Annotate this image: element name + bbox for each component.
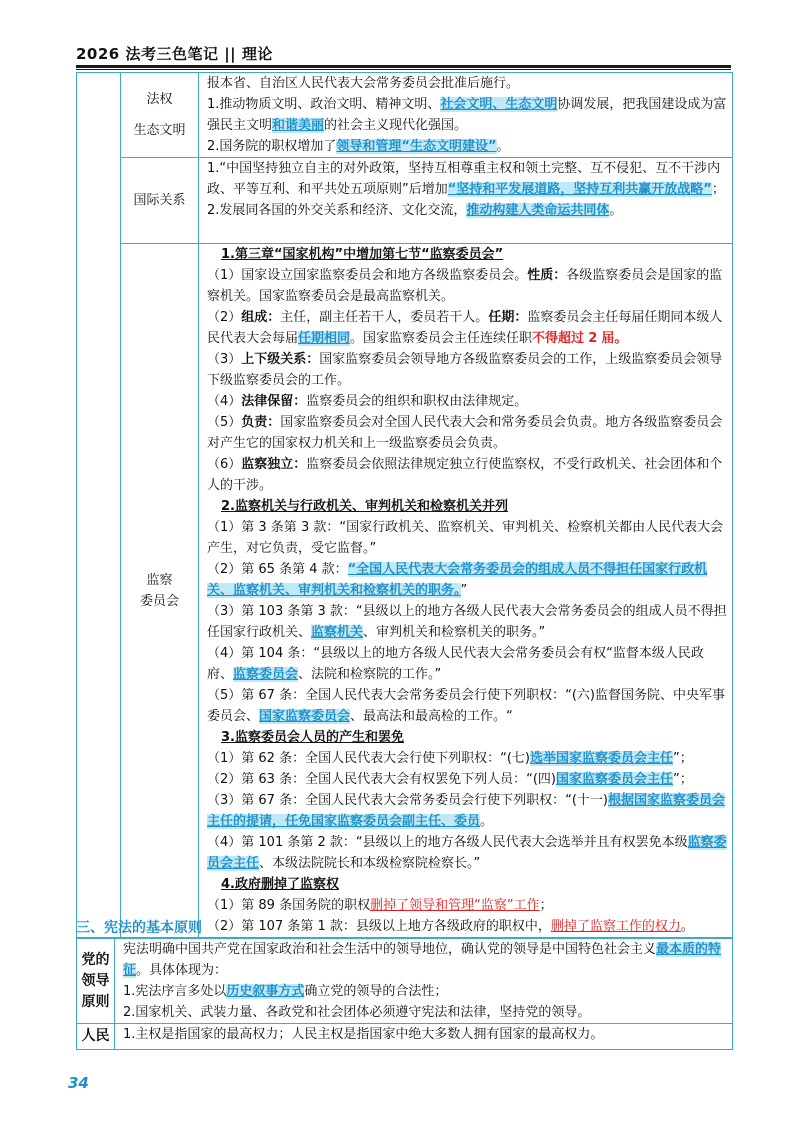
content-cell-party-leadership: [115, 939, 733, 1024]
text-line: 1.宪法序言多处以历史叙事方式确立党的领导的合法性；: [123, 984, 448, 999]
subheading: 3.监察委员会人员的产生和罢免: [221, 730, 404, 745]
table-row: [77, 1024, 733, 1050]
text-line: （2）第 65 条第 4 款：“全国人民代表大会常务委员会的组成人员不得担任国家行政机关、监察机关、审判机关和检察机关的职务。”: [207, 562, 708, 598]
text-line: （3）第 103 条第 3 款：“县级以上的地方各级人民代表大会常务委员会的组成人员不得担任国家行政机关、监察机关、审判机关和检察机关的职务。”: [207, 604, 727, 640]
text-line: 1.推动物质文明、政治文明、精神文明、社会文明、生态文明协调发展，把我国建设成为富强民主文明和谐美丽的社会主义现代化强国。: [207, 97, 727, 133]
page-header: [76, 42, 731, 66]
text-line: 2.发展同各国的外交关系和经济、文化交流，推动构建人类命运共同体。: [207, 203, 623, 218]
constitution-amendment-table: [76, 72, 733, 938]
text-line: 宪法明确中国共产党在国家政治和社会生活中的领导地位，确认党的领导是中国特色社会主义最本质的特征。具体体现为：: [123, 942, 722, 978]
header-title: 2026 法考三色笔记 || 理论: [76, 45, 273, 63]
content-cell-intl: [199, 158, 733, 244]
table-row: [77, 939, 733, 1024]
subheading: 1.第三章“国家机构”中增加第七节“监察委员会”: [221, 247, 504, 262]
page-number: 34: [68, 1074, 89, 1092]
table-row: [77, 244, 733, 938]
category-cell-ecology: [121, 73, 199, 158]
subheading: 4.政府删掉了监察权: [221, 877, 339, 892]
text-line: 报本省、自治区人民代表大会常务委员会批准后施行。: [207, 76, 520, 91]
principles-table: [76, 938, 733, 1050]
text-line: （1）第 62 条：全国人民代表大会行使下列职权：“(七)选举国家监察委员会主任”；: [207, 751, 693, 766]
text-line: （6）监察独立：监察委员会依照法律规定独立行使监察权，不受行政机关、社会团体和个人的干涉。: [207, 457, 723, 493]
text-line: （2）第 63 条：全国人民代表大会有权罢免下列人员：“(四)国家监察委员会主任”；: [207, 772, 693, 787]
category-cell-people: 人民: [77, 1024, 115, 1050]
text-line: （5）第 67 条：全国人民代表大会常务委员会行使下列职权：“(六)监督国务院、中央军事委员会、国家监察委员会、最高法和最高检的工作。“: [207, 688, 725, 724]
table-row: [77, 73, 733, 158]
category-label: 生态文明: [133, 123, 186, 138]
text-line: （3）上下级关系：国家监察委员会领导地方各级监察委员会的工作，上级监察委员会领导下级监察委员会的工作。: [207, 352, 723, 388]
table-row: [77, 158, 733, 244]
content-cell-ecology: [199, 73, 733, 158]
text-line: （5）负责：国家监察委员会对全国人民代表大会和常务委员会负责。地方各级监察委员会对产生它的国家权力机关和上一级监察委员会负责。: [207, 415, 723, 451]
text-line: 2.国家机关、武装力量、各政党和社会团体必须遵守宪法和法律，坚持党的领导。: [123, 1005, 591, 1020]
category-label: 委员会: [139, 593, 179, 609]
content-cell-people: [115, 1024, 733, 1050]
text-line: （4）法律保留：监察委员会的组织和职权由法律规定。: [207, 394, 528, 409]
section-heading: 三、宪法的基本原则: [76, 920, 202, 936]
content-cell-supervision: [199, 244, 733, 938]
text-line: （1）第 89 条国务院的职权删掉了领导和管理“监察”工作；: [207, 898, 553, 913]
text-line: 2.国务院的职权增加了领导和管理“生态文明建设”。: [207, 139, 510, 154]
text-line: （2）组成：主任，副主任若干人，委员若干人。任期：监察委员会主任每届任期同本级人民代表大会每届任期相同。国家监察委员会主任连续任职不得超过 2 届。: [207, 310, 723, 346]
header-rule-thin: [76, 69, 731, 70]
subheading: 2.监察机关与行政机关、审判机关和检察机关并列: [221, 499, 508, 514]
text-line: （1）第 3 条第 3 款：“国家行政机关、监察机关、审判机关、检察机关都由人民代表大会产生，对它负责，受它监督。”: [207, 520, 724, 556]
category-cell-supervision: [121, 244, 199, 938]
text-line: （1）国家设立国家监察委员会和地方各级监察委员会。性质：各级监察委员会是国家的监察机关。国家监察委员会是最高监察机关。: [207, 268, 723, 304]
text-line: 1.“中国坚持独立自主的对外政策，坚持互相尊重主权和领土完整、互不侵犯、互不干涉内政、平等互利、和平共处五项原则”后增加“坚持和平发展道路，坚持互利共赢开放战略”；: [207, 161, 725, 197]
category-cell-party-leadership: 党的领导原则: [77, 939, 115, 1024]
category-label: 监察: [146, 572, 173, 588]
category-cell-intl: 国际关系: [121, 158, 199, 244]
category-label: 法权: [146, 92, 173, 107]
header-rule: [76, 65, 731, 68]
text-line: （4）第 104 条：“县级以上的地方各级人民代表大会常务委员会有权“监督本级人民政府、监察委员会、法院和检察院的工作。”: [207, 646, 704, 682]
text-line: （3）第 67 条：全国人民代表大会常务委员会行使下列职权：“(十一)根据国家监察委员会主任的提请，任免国家监察委员会副主任、委员。: [207, 793, 725, 829]
blank-left-cell: [77, 73, 121, 938]
text-line: 1.主权是指国家的最高权力；人民主权是指国家中绝大多数人拥有国家的最高权力。: [123, 1027, 604, 1042]
text-line: （2）第 107 条第 1 款：县级以上地方各级政府的职权中，删掉了监察工作的权力。: [207, 919, 694, 934]
text-line: （4）第 101 条第 2 款：“县级以上的地方各级人民代表大会选举并且有权罢免本级监察委员会主任、本级法院院长和本级检察院检察长。”: [207, 835, 727, 871]
